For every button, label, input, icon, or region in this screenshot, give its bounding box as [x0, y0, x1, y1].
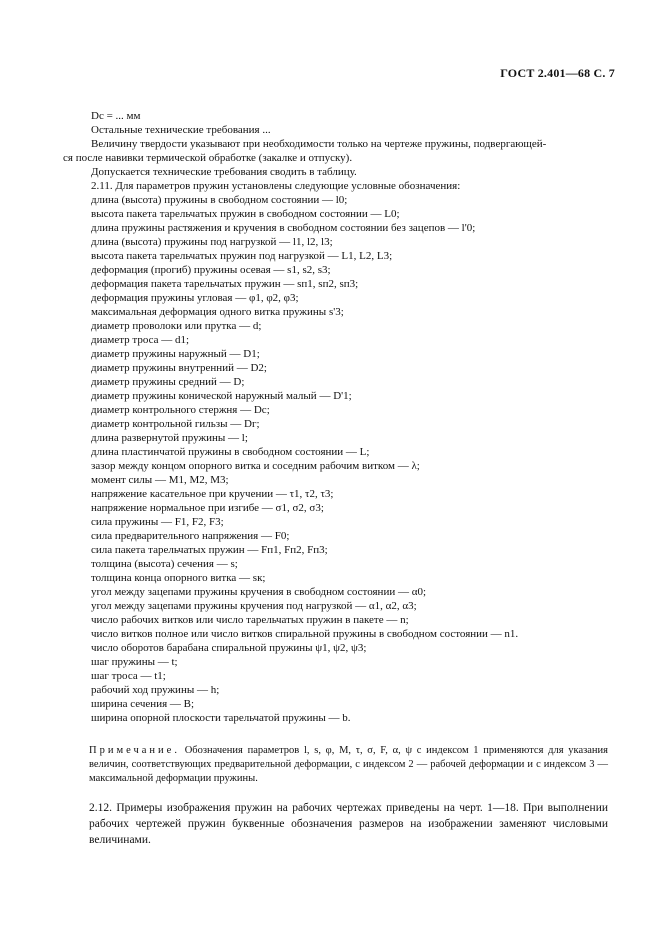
text-line: Остальные технические требования ... — [91, 124, 271, 136]
text-line: Dc = ... мм — [91, 110, 141, 122]
text-line: рабочий ход пружины — h; — [91, 684, 220, 696]
text-line: зазор между концом опорного витка и соседним рабочим витком — λ; — [91, 460, 420, 472]
text-line: диаметр троса — d1; — [91, 334, 190, 346]
text-line: угол между зацепами пружины кручения под нагрузкой — α1, α2, α3; — [91, 600, 417, 612]
text-line: сила пружины — F1, F2, F3; — [91, 516, 224, 528]
text-line: деформация (прогиб) пружины осевая — s1, s2, s3; — [91, 264, 331, 276]
text-line: диаметр пружины внутренний — D2; — [91, 362, 267, 374]
text-line: напряжение касательное при кручении — τ1, τ2, τ3; — [91, 488, 334, 500]
text-line: длина (высота) пружины в свободном состоянии — l0; — [91, 194, 348, 206]
text-line: напряжение нормальное при изгибе — σ1, σ2, σ3; — [91, 502, 324, 514]
text-line: деформация пакета тарельчатых пружин — sп1, sп2, sп3; — [91, 278, 359, 290]
text-line: число рабочих витков или число тарельчатых пружин в пакете — n; — [91, 614, 409, 626]
text-line: длина пластинчатой пружины в свободном состоянии — L; — [91, 446, 370, 458]
text-line: максимальная деформация одного витка пружины s'3; — [91, 306, 344, 318]
text-line: ся после навивки термической обработке (закалке и отпуску). — [63, 152, 353, 164]
note-label: Примечание. — [89, 745, 180, 756]
text-line: Величину твердости указывают при необходимости только на чертеже пружины, подвергающей- — [91, 138, 547, 150]
text-line: диаметр пружины средний — D; — [91, 376, 245, 388]
text-line: шаг пружины — t; — [91, 656, 178, 668]
text-line: 2.11. Для параметров пружин установлены следующие условные обозначения: — [91, 180, 461, 192]
text-line: диаметр пружины конической наружный малый — D'1; — [91, 390, 352, 402]
text-line: толщина конца опорного витка — sк; — [91, 572, 266, 584]
text-line: Допускается технические требования сводить в таблицу. — [91, 166, 357, 178]
text-line: деформация пружины угловая — φ1, φ2, φ3; — [91, 292, 299, 304]
text-line: толщина (высота) сечения — s; — [91, 558, 238, 570]
text-line: угол между зацепами пружины кручения в свободном состоянии — α0; — [91, 586, 427, 598]
section-2-12 — [63, 800, 608, 848]
page-header: ГОСТ 2.401—68 С. 7 — [500, 66, 615, 80]
text-line: момент силы — M1, M2, M3; — [91, 474, 229, 486]
text-line: диаметр пружины наружный — D1; — [91, 348, 260, 360]
text-line: высота пакета тарельчатых пружин в свободном состоянии — L0; — [91, 208, 400, 220]
note-paragraph — [63, 744, 608, 786]
text-line: сила пакета тарельчатых пружин — Fп1, Fп2, Fп3; — [91, 544, 328, 556]
section-2-12-text: 2.12. Примеры изображения пружин на рабочих чертежах приведены на черт. 1—18. При выполнении рабочих чертежей пружин буквенные обозначения размеров на изображении заменяют числовыми величинами. — [89, 802, 608, 846]
text-line: диаметр контрольной гильзы — Dг; — [91, 418, 260, 430]
text-line: длина развернутой пружины — l; — [91, 432, 248, 444]
text-line: диаметр контрольного стержня — Dс; — [91, 404, 270, 416]
text-line: длина пружины растяжения и кручения в свободном состоянии без зацепов — l'0; — [91, 222, 476, 234]
text-line: сила предварительного напряжения — F0; — [91, 530, 290, 542]
text-line: длина (высота) пружины под нагрузкой — l1, l2, l3; — [91, 236, 333, 248]
text-line: ширина сечения — B; — [91, 698, 195, 710]
text-line: высота пакета тарельчатых пружин под нагрузкой — L1, L2, L3; — [91, 250, 393, 262]
text-line: шаг троса — t1; — [91, 670, 166, 682]
note-text: Обозначения параметров l, s, φ, M, τ, σ, F, α, ψ с индексом 1 применяются для указания величин, соответствующих предварительной деформации, с индексом 2 — рабочей деформации и с индексом 3 — максимальной деформации пружины. — [89, 745, 608, 784]
text-line: диаметр проволоки или прутка — d; — [91, 320, 262, 332]
text-line: ширина опорной плоскости тарельчатой пружины — b. — [91, 712, 351, 724]
text-line: число витков полное или число витков спиральной пружины в свободном состоянии — n1. — [91, 628, 519, 640]
text-line: число оборотов барабана спиральной пружины ψ1, ψ2, ψ3; — [91, 642, 367, 654]
